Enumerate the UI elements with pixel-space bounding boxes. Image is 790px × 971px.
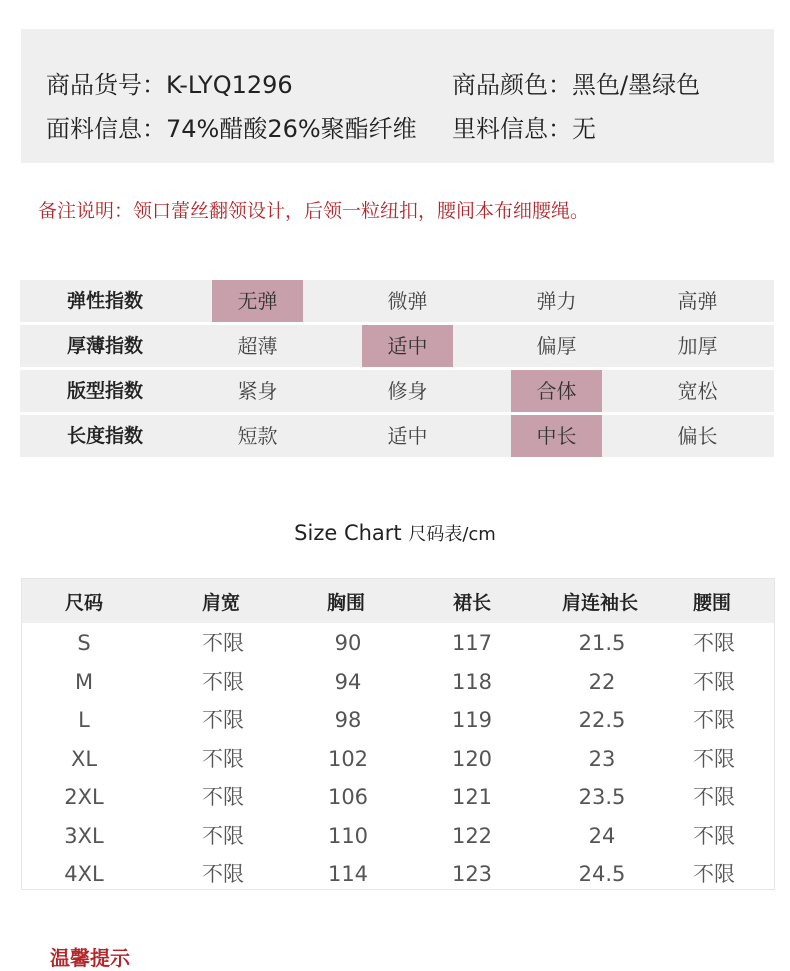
table-row (22, 701, 774, 739)
cell-waist: 不限 (693, 746, 735, 771)
index-option: 宽松 (677, 379, 718, 403)
cell-bust: 114 (327, 862, 369, 886)
table-row (22, 663, 774, 701)
cell-waist: 不限 (693, 631, 735, 655)
index-option: 弹力 (536, 289, 577, 313)
table-row (22, 740, 774, 778)
size-chart-title (0, 520, 790, 546)
column-header-size: 尺码 (64, 592, 103, 614)
index-option: 偏厚 (536, 334, 577, 358)
cell-length: 117 (451, 631, 493, 655)
index-row-fit (20, 370, 774, 412)
cell-waist: 不限 (693, 785, 735, 809)
index-row-elasticity (20, 280, 774, 322)
column-header-sleeve: 肩连袖长 (561, 592, 638, 614)
cell-bust: 94 (334, 669, 362, 694)
index-label: 版型指数 (66, 380, 143, 402)
index-label: 厚薄指数 (66, 335, 143, 357)
index-option: 加厚 (677, 334, 718, 358)
cell-sleeve: 24.5 (578, 862, 626, 886)
index-option: 无弹 (212, 280, 303, 322)
cell-shoulder: 不限 (202, 708, 244, 732)
cell-size: L (78, 708, 90, 732)
size-chart-heading: Size Chart (294, 521, 402, 545)
cell-waist: 不限 (693, 823, 735, 848)
size-table-header (22, 579, 774, 623)
cell-shoulder: 不限 (202, 823, 244, 848)
index-row-length (20, 415, 774, 457)
index-option: 适中 (362, 325, 453, 367)
table-row (22, 817, 774, 855)
index-label: 弹性指数 (66, 290, 143, 312)
table-row (22, 778, 774, 816)
lining-info: 里料信息：无 (452, 115, 596, 143)
cell-shoulder: 不限 (202, 862, 244, 886)
index-label: 长度指数 (66, 425, 143, 447)
column-header-shoulder: 肩宽 (201, 592, 240, 614)
index-option: 微弹 (387, 289, 428, 313)
cell-size: 2XL (64, 785, 104, 809)
remark-note: 备注说明：领口蕾丝翻领设计，后领一粒纽扣，腰间本布细腰绳。 (38, 200, 590, 222)
cell-bust: 110 (327, 823, 369, 848)
cell-bust: 90 (334, 631, 362, 655)
cell-shoulder: 不限 (202, 785, 244, 809)
column-header-length: 裙长 (452, 592, 491, 614)
tips-heading: 温馨提示 (50, 946, 130, 970)
cell-shoulder: 不限 (202, 746, 244, 771)
product-color: 商品颜色：黑色/墨绿色 (452, 71, 701, 99)
cell-length: 121 (451, 785, 493, 809)
cell-size: 4XL (64, 862, 104, 886)
cell-sleeve: 23 (588, 746, 616, 771)
cell-bust: 98 (334, 708, 362, 732)
index-row-thickness (20, 325, 774, 367)
index-option: 紧身 (237, 379, 278, 403)
index-option: 短款 (237, 424, 278, 448)
table-row (22, 855, 774, 893)
size-chart-unit: 尺码表/cm (408, 524, 496, 545)
cell-bust: 102 (327, 746, 369, 771)
cell-bust: 106 (327, 785, 369, 809)
cell-sleeve: 23.5 (578, 785, 626, 809)
cell-length: 122 (451, 823, 493, 848)
column-header-bust: 胸围 (326, 592, 365, 614)
column-header-waist: 腰围 (692, 592, 731, 614)
index-option: 合体 (511, 370, 602, 412)
index-option: 偏长 (677, 424, 718, 448)
item-number: 商品货号：K-LYQ1296 (46, 71, 293, 99)
cell-waist: 不限 (693, 669, 735, 694)
cell-length: 118 (451, 669, 493, 694)
index-option: 超薄 (237, 334, 278, 358)
cell-sleeve: 22.5 (578, 708, 626, 732)
cell-sleeve: 21.5 (578, 631, 626, 655)
cell-waist: 不限 (693, 708, 735, 732)
cell-waist: 不限 (693, 862, 735, 886)
index-option: 适中 (387, 424, 428, 448)
cell-size: M (74, 669, 94, 694)
cell-length: 120 (451, 746, 493, 771)
index-option: 修身 (387, 379, 428, 403)
cell-length: 123 (451, 862, 493, 886)
cell-size: XL (70, 746, 98, 771)
cell-shoulder: 不限 (202, 631, 244, 655)
cell-size: S (77, 631, 91, 655)
table-row (22, 624, 774, 662)
cell-sleeve: 24 (588, 823, 616, 848)
index-option: 高弹 (677, 289, 718, 313)
cell-length: 119 (451, 708, 493, 732)
size-table (21, 578, 775, 890)
cell-size: 3XL (64, 823, 104, 848)
product-info-panel (21, 29, 774, 163)
index-option: 中长 (511, 415, 602, 457)
cell-shoulder: 不限 (202, 669, 244, 694)
cell-sleeve: 22 (588, 669, 616, 694)
fabric-info: 面料信息：74%醋酸26%聚酯纤维 (46, 115, 417, 143)
